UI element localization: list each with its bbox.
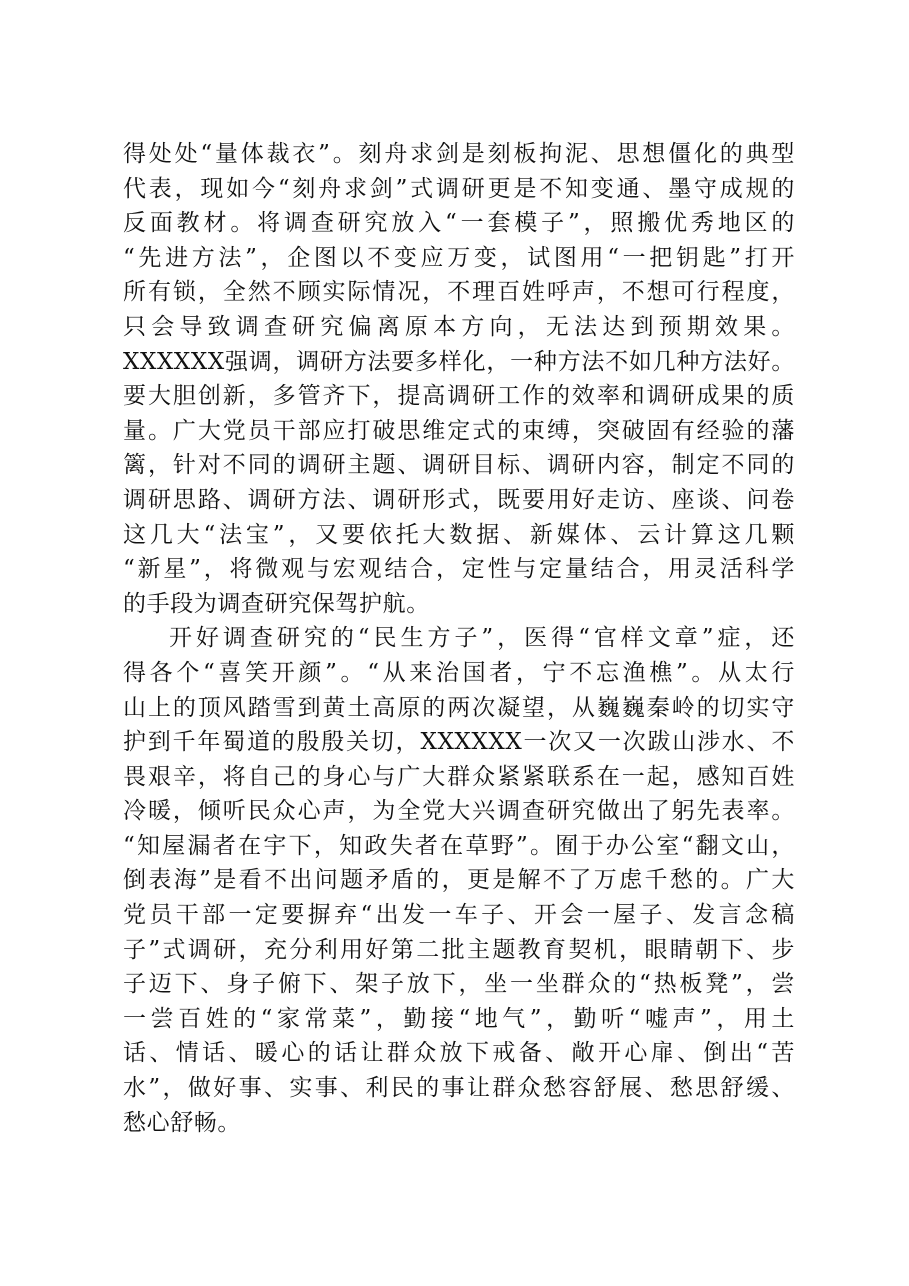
text-line: 畏艰辛，将自己的身心与广大群众紧紧联系在一起，感知百姓 bbox=[123, 763, 795, 790]
text-line: 得处处“量体裁衣”。刻舟求剑是刻板拘泥、思想僵化的典型 bbox=[123, 141, 795, 167]
text-line: “先进方法”，企图以不变应万变，试图用“一把钥匙”打开 bbox=[123, 244, 795, 271]
text-line: “知屋漏者在宇下，知政失者在草野”。囿于办公室“翻文山， bbox=[123, 832, 795, 859]
text-line: 的手段为调查研究保驾护航。 bbox=[123, 590, 430, 617]
text-line: 调研思路、调研方法、调研形式，既要用好走访、座谈、问卷 bbox=[123, 486, 795, 513]
text-line: 山上的顶风踏雪到黄土高原的两次凝望，从巍巍秦岭的切实守 bbox=[123, 694, 795, 721]
text-line: 这几大“法宝”，又要依托大数据、新媒体、云计算这几颗 bbox=[123, 521, 795, 548]
text-line: 得各个“喜笑开颜”。“从来治国者，宁不忘渔樵”。从太行 bbox=[123, 659, 795, 686]
text-line: 量。广大党员干部应打破思维定式的束缚，突破固有经验的藩 bbox=[123, 417, 795, 444]
text-line: XXXXXX强调，调研方法要多样化，一种方法不如几种方法好。 bbox=[123, 348, 795, 375]
text-line: 护到千年蜀道的殷殷关切，XXXXXX一次又一次跋山涉水、不 bbox=[123, 729, 795, 756]
text-line: 一尝百姓的“家常菜”，勤接“地气”，勤听“嘘声”，用土 bbox=[123, 1005, 795, 1032]
text-line: 子迈下、身子俯下、架子放下，坐一坐群众的“热板凳”，尝 bbox=[123, 971, 795, 998]
text-line: 子”式调研，充分利用好第二批主题教育契机，眼睛朝下、步 bbox=[123, 936, 795, 963]
text-line: 水”，做好事、实事、利民的事让群众愁容舒展、愁思舒缓、 bbox=[123, 1075, 795, 1102]
paragraph-first-line: 开好调查研究的“民生方子”，医得“官样文章”症，还 bbox=[169, 625, 795, 652]
text-line: 党员干部一定要摒弃“出发一车子、开会一屋子、发言念稿 bbox=[123, 902, 795, 929]
text-line: 所有锁，全然不顾实际情况，不理百姓呼声，不想可行程度， bbox=[123, 279, 795, 306]
text-line: 话、情话、暖心的话让群众放下戒备、敞开心扉、倒出“苦 bbox=[123, 1040, 795, 1067]
text-line: 愁心舒畅。 bbox=[123, 1109, 241, 1136]
text-line: 倒表海”是看不出问题矛盾的，更是解不了万虑千愁的。广大 bbox=[123, 867, 795, 894]
text-line: 要大胆创新，多管齐下，提高调研工作的效率和调研成果的质 bbox=[123, 383, 795, 410]
text-line: 篱，针对不同的调研主题、调研目标、调研内容，制定不同的 bbox=[123, 452, 795, 479]
text-line: 代表，现如今“刻舟求剑”式调研更是不知变通、墨守成规的 bbox=[123, 175, 795, 202]
text-line: 只会导致调查研究偏离原本方向，无法达到预期效果。 bbox=[123, 313, 795, 340]
text-line: 反面教材。将调查研究放入“一套模子”，照搬优秀地区的 bbox=[123, 210, 795, 237]
text-line: 冷暖，倾听民众心声，为全党大兴调查研究做出了躬先表率。 bbox=[123, 798, 795, 825]
text-line: “新星”，将微观与宏观结合，定性与定量结合，用灵活科学 bbox=[123, 556, 795, 583]
body-text bbox=[123, 137, 795, 1140]
